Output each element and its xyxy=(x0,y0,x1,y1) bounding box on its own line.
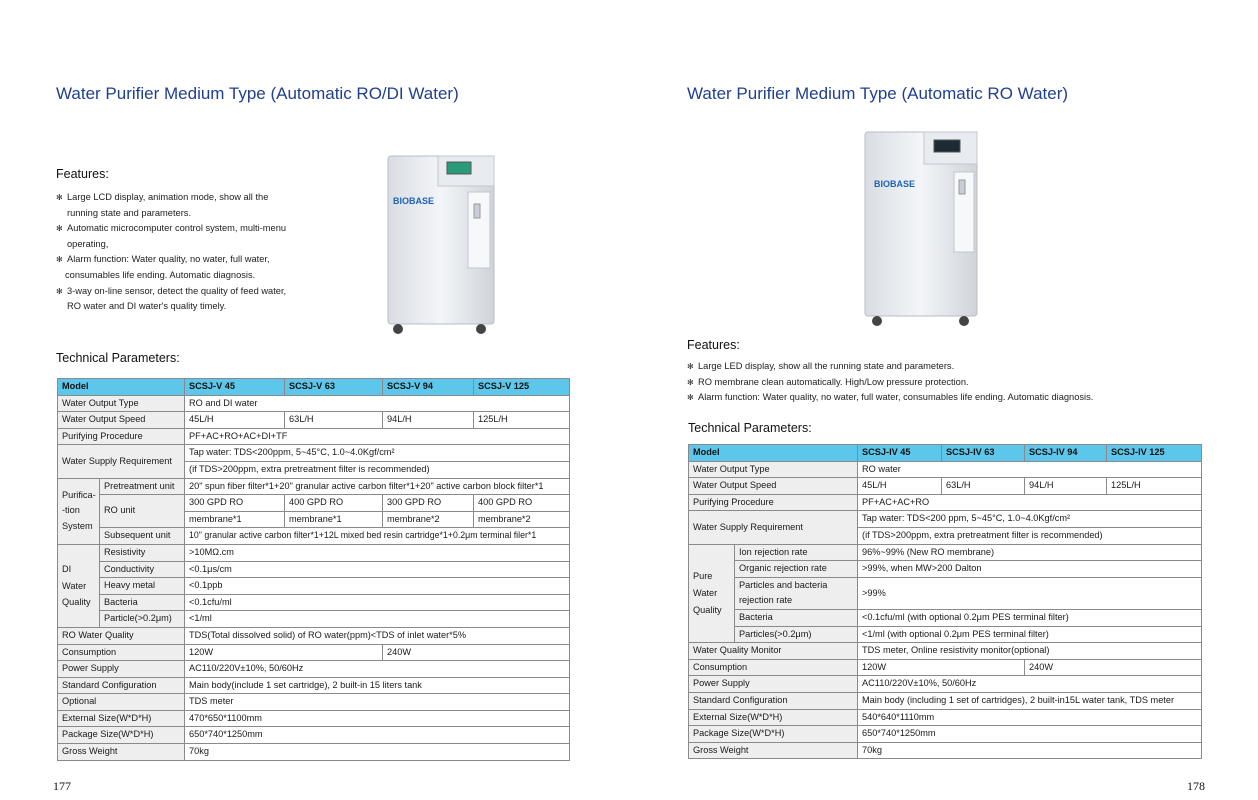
table-row xyxy=(58,528,570,545)
row-label: Water Output Type xyxy=(58,395,185,412)
feature-item: ✻ Large LCD display, animation mode, show all the running state and parameters. xyxy=(56,190,316,221)
group-label: Pure Water Quality xyxy=(689,544,735,643)
row-label: Consumption xyxy=(689,659,858,676)
spec-table-left xyxy=(57,378,570,761)
row-value: 20" spun fiber filter*1+20" granular active carbon filter*1+20" active carbon block filter*1 xyxy=(185,478,570,495)
row-label: Optional xyxy=(58,694,185,711)
row-value: membrane*2 xyxy=(383,511,474,528)
brand-logo-right: BIOBASE xyxy=(874,179,916,189)
row-value: <0.1cfu/ml (with optional 0.2μm PES terminal filter) xyxy=(858,609,1202,626)
row-value: 650*740*1250mm xyxy=(858,726,1202,743)
page-number-right: 178 xyxy=(1187,779,1205,793)
row-label: Purifying Procedure xyxy=(689,494,858,511)
table-row xyxy=(689,609,1202,626)
row-value: 120W xyxy=(858,659,1025,676)
row-label: RO Water Quality xyxy=(58,627,185,644)
model-cell: SCSJ-V 125 xyxy=(474,379,570,396)
technical-parameters-heading-right: Technical Parameters: xyxy=(688,421,812,435)
table-row xyxy=(58,710,570,727)
table-row xyxy=(58,395,570,412)
row-value: 400 GPD RO xyxy=(285,495,383,512)
row-value: >99%, when MW>200 Dalton xyxy=(858,561,1202,578)
row-value: 240W xyxy=(383,644,570,661)
sub-label: Pretreatment unit xyxy=(100,478,185,495)
product-image-right xyxy=(860,128,985,328)
row-value: PF+AC+RO+AC+DI+TF xyxy=(185,428,570,445)
model-cell: SCSJ-IV 45 xyxy=(858,445,942,462)
model-label: Model xyxy=(58,379,185,396)
features-list-left xyxy=(56,190,316,315)
row-value: PF+AC+AC+RO xyxy=(858,494,1202,511)
sub-label: Particle(>0.2μm) xyxy=(100,611,185,628)
table-row xyxy=(58,611,570,628)
product-image-left xyxy=(383,152,503,337)
model-cell: SCSJ-IV 125 xyxy=(1107,445,1202,462)
row-value: (if TDS>200ppm, extra pretreatment filter is recommended) xyxy=(185,461,570,478)
table-row xyxy=(689,709,1202,726)
table-row xyxy=(58,578,570,595)
sub-label: Particles and bacteria rejection rate xyxy=(735,577,858,609)
row-value: 70kg xyxy=(858,742,1202,759)
row-label: Water Quality Monitor xyxy=(689,643,858,660)
row-label: Water Output Type xyxy=(689,461,858,478)
sub-label: Subsequent unit xyxy=(100,528,185,545)
row-value: RO and DI water xyxy=(185,395,570,412)
row-label: Standard Configuration xyxy=(689,692,858,709)
feature-item: ✻ Alarm function: Water quality, no water, full water, consumables life ending. Automatic diagnosis. xyxy=(687,390,1207,406)
row-value: 300 GPD RO xyxy=(185,495,285,512)
table-row xyxy=(689,561,1202,578)
row-value: Main body(include 1 set cartridge), 2 built-in 15 liters tank xyxy=(185,677,570,694)
row-label: Power Supply xyxy=(689,676,858,693)
row-value: 120W xyxy=(185,644,383,661)
row-value: TDS(Total dissolved solid) of RO water(ppm)<TDS of inlet water*5% xyxy=(185,627,570,644)
model-cell: SCSJ-V 94 xyxy=(383,379,474,396)
model-cell: SCSJ-V 45 xyxy=(185,379,285,396)
table-row xyxy=(689,643,1202,660)
row-value: TDS meter, Online resistivity monitor(optional) xyxy=(858,643,1202,660)
row-value: >10MΩ.cm xyxy=(185,544,570,561)
table-row xyxy=(689,511,1202,528)
row-value: 300 GPD RO xyxy=(383,495,474,512)
table-row xyxy=(58,495,570,512)
row-label: Consumption xyxy=(58,644,185,661)
feature-item: ✻ 3-way on-line sensor, detect the quality of feed water, RO water and DI water's quality timely. xyxy=(56,284,316,315)
table-row xyxy=(58,561,570,578)
row-value: 63L/H xyxy=(285,412,383,429)
row-value: AC110/220V±10%, 50/60Hz xyxy=(858,676,1202,693)
table-row xyxy=(689,742,1202,759)
row-value: >99% xyxy=(858,577,1202,609)
row-value: TDS meter xyxy=(185,694,570,711)
features-heading-right: Features: xyxy=(687,338,740,352)
row-value: 10" granular active carbon filter*1+12L mixed bed resin cartridge*1+0.2μm terminal filer*1 xyxy=(185,528,570,545)
feature-item: ✻ RO membrane clean automatically. High/Low pressure protection. xyxy=(687,375,1207,391)
table-row xyxy=(689,726,1202,743)
table-row xyxy=(58,727,570,744)
table-row xyxy=(58,594,570,611)
sub-label: Bacteria xyxy=(735,609,858,626)
table-row xyxy=(689,626,1202,643)
features-heading-left: Features: xyxy=(56,167,109,181)
technical-parameters-heading-left: Technical Parameters: xyxy=(56,351,180,365)
table-row xyxy=(58,744,570,761)
table-row xyxy=(58,428,570,445)
row-value: 45L/H xyxy=(185,412,285,429)
row-label: Purifying Procedure xyxy=(58,428,185,445)
row-label: Gross Weight xyxy=(58,744,185,761)
row-label: External Size(W*D*H) xyxy=(689,709,858,726)
row-value: Tap water: TDS<200 ppm, 5~45°C, 1.0~4.0Kgf/cm² xyxy=(858,511,1202,528)
features-list-right xyxy=(687,359,1207,406)
row-value: 45L/H xyxy=(858,478,942,495)
model-cell: SCSJ-IV 94 xyxy=(1025,445,1107,462)
table-row xyxy=(58,544,570,561)
row-label: Water Supply Requirement xyxy=(58,445,185,478)
row-value: <1/ml (with optional 0.2μm PES terminal filter) xyxy=(858,626,1202,643)
group-label: Purifica- -tion System xyxy=(58,478,100,544)
sub-label: Conductivity xyxy=(100,561,185,578)
row-value: 240W xyxy=(1025,659,1202,676)
table-row xyxy=(58,644,570,661)
row-label: Water Output Speed xyxy=(58,412,185,429)
row-value: <1/ml xyxy=(185,611,570,628)
row-label: Gross Weight xyxy=(689,742,858,759)
row-label: Package Size(W*D*H) xyxy=(58,727,185,744)
page-number-left: 177 xyxy=(53,779,71,793)
table-row xyxy=(689,544,1202,561)
page-title-left: Water Purifier Medium Type (Automatic RO/DI Water) xyxy=(56,84,459,103)
row-value: 650*740*1250mm xyxy=(185,727,570,744)
page-title-right: Water Purifier Medium Type (Automatic RO Water) xyxy=(687,84,1069,103)
table-row xyxy=(58,445,570,462)
table-row xyxy=(58,478,570,495)
model-cell: SCSJ-IV 63 xyxy=(942,445,1025,462)
table-row xyxy=(58,661,570,678)
row-value: (if TDS>200ppm, extra pretreatment filter is recommended) xyxy=(858,527,1202,544)
spec-table-right xyxy=(688,444,1202,759)
row-value: Tap water: TDS<200ppm, 5~45°C, 1.0~4.0Kgf/cm² xyxy=(185,445,570,462)
brand-logo-left: BIOBASE xyxy=(393,196,435,206)
sub-label: Heavy metal xyxy=(100,578,185,595)
row-value: 470*650*1100mm xyxy=(185,710,570,727)
table-row xyxy=(689,692,1202,709)
table-row xyxy=(58,694,570,711)
row-value: 125L/H xyxy=(1107,478,1202,495)
row-value: 125L/H xyxy=(474,412,570,429)
group-label: DI Water Quality xyxy=(58,544,100,627)
sub-label: Organic rejection rate xyxy=(735,561,858,578)
sub-label: Resistivity xyxy=(100,544,185,561)
row-value: AC110/220V±10%, 50/60Hz xyxy=(185,661,570,678)
row-label: Standard Configuration xyxy=(58,677,185,694)
row-label: Power Supply xyxy=(58,661,185,678)
sub-label: Ion rejection rate xyxy=(735,544,858,561)
table-row xyxy=(58,677,570,694)
table-row xyxy=(58,379,570,396)
row-value: 540*640*1110mm xyxy=(858,709,1202,726)
row-value: 94L/H xyxy=(1025,478,1107,495)
model-cell: SCSJ-V 63 xyxy=(285,379,383,396)
feature-item: ✻ Alarm function: Water quality, no water, full water, consumables life ending. Automatic diagnosis. xyxy=(56,252,316,283)
row-value: membrane*1 xyxy=(285,511,383,528)
model-label: Model xyxy=(689,445,858,462)
row-value: 96%~99% (New RO membrane) xyxy=(858,544,1202,561)
sub-label: RO unit xyxy=(100,495,185,528)
table-row xyxy=(689,659,1202,676)
row-value: 63L/H xyxy=(942,478,1025,495)
row-value: <0.1cfu/ml xyxy=(185,594,570,611)
table-row xyxy=(689,445,1202,462)
table-row xyxy=(58,412,570,429)
table-row xyxy=(689,461,1202,478)
table-row xyxy=(689,478,1202,495)
feature-item: ✻ Large LED display, show all the running state and parameters. xyxy=(687,359,1207,375)
sub-label: Particles(>0.2μm) xyxy=(735,626,858,643)
sub-label: Bacteria xyxy=(100,594,185,611)
row-value: 70kg xyxy=(185,744,570,761)
row-value: Main body (including 1 set of cartridges), 2 built-in15L water tank, TDS meter xyxy=(858,692,1202,709)
row-value: RO water xyxy=(858,461,1202,478)
table-row xyxy=(689,494,1202,511)
row-value: membrane*1 xyxy=(185,511,285,528)
row-label: Water Output Speed xyxy=(689,478,858,495)
table-row xyxy=(689,676,1202,693)
feature-item: ✻ Automatic microcomputer control system, multi-menu operating, xyxy=(56,221,316,252)
row-label: Package Size(W*D*H) xyxy=(689,726,858,743)
row-label: Water Supply Requirement xyxy=(689,511,858,544)
table-row xyxy=(58,627,570,644)
row-label: External Size(W*D*H) xyxy=(58,710,185,727)
row-value: <0.1μs/cm xyxy=(185,561,570,578)
row-value: membrane*2 xyxy=(474,511,570,528)
row-value: 400 GPD RO xyxy=(474,495,570,512)
row-value: <0.1ppb xyxy=(185,578,570,595)
row-value: 94L/H xyxy=(383,412,474,429)
